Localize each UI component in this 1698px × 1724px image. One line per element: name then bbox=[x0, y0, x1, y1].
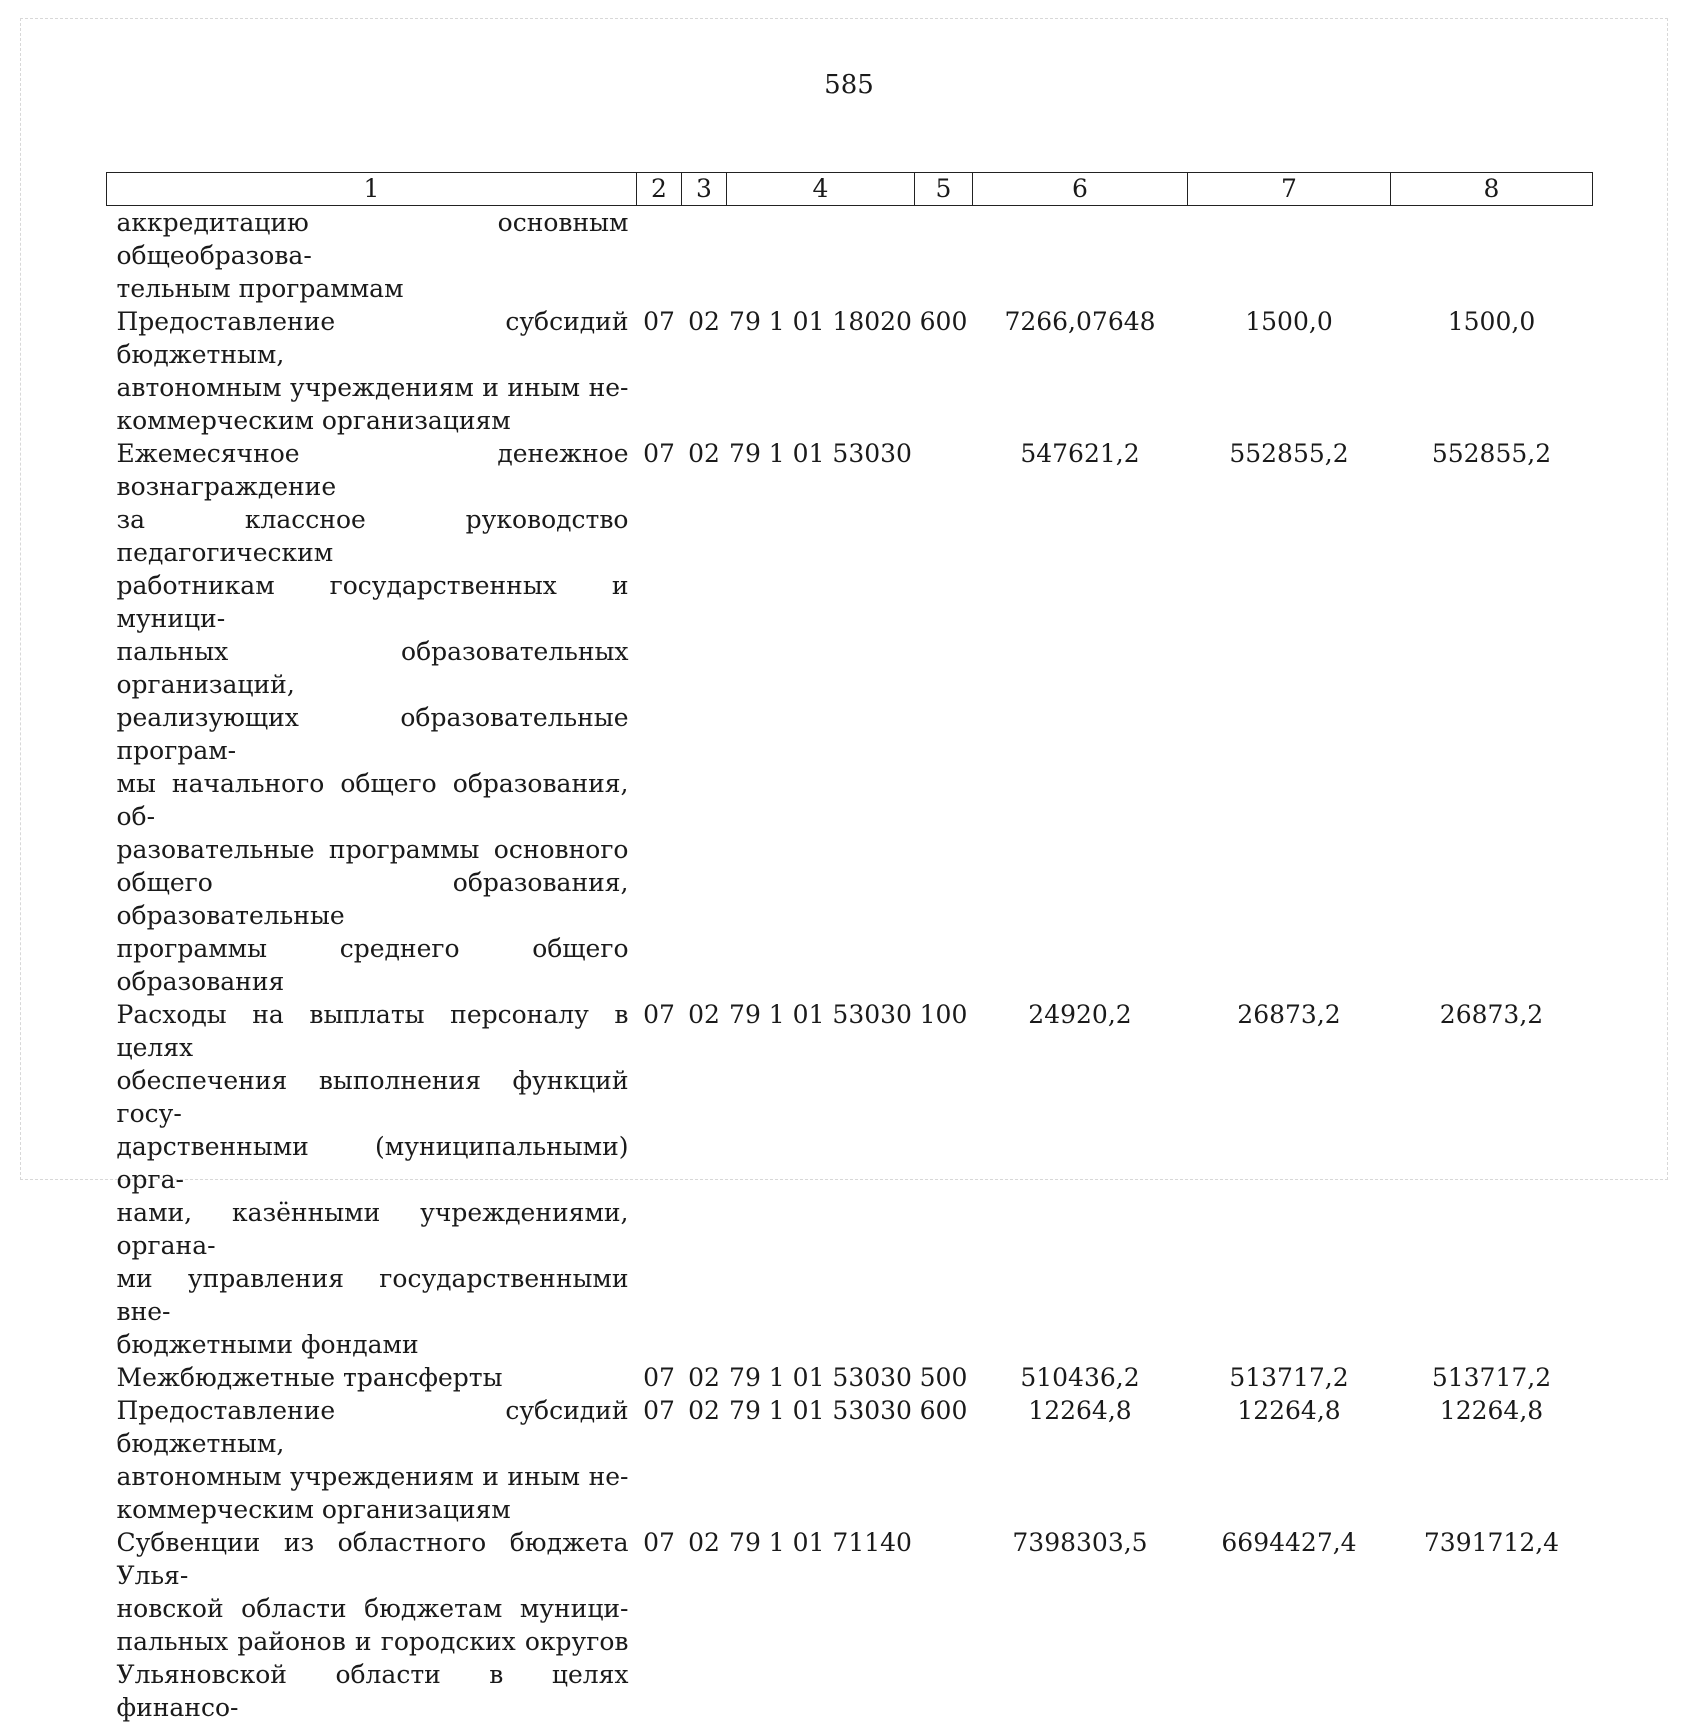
description-line: реализующих образовательные програм- bbox=[117, 701, 629, 767]
cell-amount-2: 513717,2 bbox=[1188, 1361, 1391, 1394]
description-line: коммерческим организациям bbox=[117, 404, 629, 437]
description-line: бюджетными фондами bbox=[117, 1328, 629, 1361]
description-line: автономным учреждениям и иным не- bbox=[117, 371, 629, 404]
header-col-1: 1 bbox=[107, 173, 637, 206]
cell-expense-type bbox=[915, 437, 973, 998]
cell-amount-2 bbox=[1188, 206, 1391, 306]
cell-expense-type bbox=[915, 206, 973, 306]
page-number: 585 bbox=[0, 70, 1698, 100]
cell-amount-3: 513717,2 bbox=[1391, 1361, 1593, 1394]
description-line: Субвенции из областного бюджета Улья- bbox=[117, 1526, 629, 1592]
description-line: Расходы на выплаты персоналу в целях bbox=[117, 998, 629, 1064]
cell-subsection: 02 bbox=[682, 998, 727, 1361]
cell-expense-type bbox=[915, 1526, 973, 1724]
table-header bbox=[107, 173, 1593, 206]
cell-target-article: 79 1 01 53030 bbox=[727, 998, 915, 1361]
cell-amount-2: 1500,0 bbox=[1188, 305, 1391, 437]
cell-subsection: 02 bbox=[682, 1361, 727, 1394]
cell-amount-2: 26873,2 bbox=[1188, 998, 1391, 1361]
cell-subsection: 02 bbox=[682, 305, 727, 437]
cell-amount-1: 7266,07648 bbox=[973, 305, 1188, 437]
cell-section bbox=[637, 206, 682, 306]
cell-amount-1: 7398303,5 bbox=[973, 1526, 1188, 1724]
cell-expense-type: 600 bbox=[915, 305, 973, 437]
header-col-8: 8 bbox=[1391, 173, 1593, 206]
row-description bbox=[107, 437, 637, 998]
cell-expense-type: 500 bbox=[915, 1361, 973, 1394]
cell-section: 07 bbox=[637, 1394, 682, 1526]
description-line: Межбюджетные трансферты bbox=[117, 1361, 629, 1394]
description-line: за классное руководство педагогическим bbox=[117, 503, 629, 569]
cell-expense-type: 600 bbox=[915, 1394, 973, 1526]
description-line: программы среднего общего образования bbox=[117, 932, 629, 998]
table-row bbox=[107, 1394, 1593, 1526]
cell-subsection: 02 bbox=[682, 437, 727, 998]
header-col-6: 6 bbox=[973, 173, 1188, 206]
cell-section: 07 bbox=[637, 998, 682, 1361]
table-row bbox=[107, 1526, 1593, 1724]
cell-section: 07 bbox=[637, 305, 682, 437]
cell-amount-3: 7391712,4 bbox=[1391, 1526, 1593, 1724]
description-line: общего образования, образовательные bbox=[117, 866, 629, 932]
header-col-7: 7 bbox=[1188, 173, 1391, 206]
cell-section: 07 bbox=[637, 437, 682, 998]
cell-amount-1: 510436,2 bbox=[973, 1361, 1188, 1394]
cell-amount-1 bbox=[973, 206, 1188, 306]
cell-subsection bbox=[682, 206, 727, 306]
cell-target-article: 79 1 01 53030 bbox=[727, 1394, 915, 1526]
description-line: Предоставление субсидий бюджетным, bbox=[117, 305, 629, 371]
cell-section: 07 bbox=[637, 1526, 682, 1724]
cell-subsection: 02 bbox=[682, 1526, 727, 1724]
row-description bbox=[107, 305, 637, 437]
cell-amount-1: 12264,8 bbox=[973, 1394, 1188, 1526]
cell-amount-2: 6694427,4 bbox=[1188, 1526, 1391, 1724]
description-line: нами, казёнными учреждениями, органа- bbox=[117, 1196, 629, 1262]
table-body bbox=[107, 206, 1593, 1724]
description-line: пальных районов и городских округов bbox=[117, 1625, 629, 1658]
cell-amount-2: 552855,2 bbox=[1188, 437, 1391, 998]
header-col-5: 5 bbox=[915, 173, 973, 206]
row-description bbox=[107, 1394, 637, 1526]
table-row bbox=[107, 1361, 1593, 1394]
table-row bbox=[107, 305, 1593, 437]
header-col-3: 3 bbox=[682, 173, 727, 206]
description-line: разовательные программы основного bbox=[117, 833, 629, 866]
description-line: аккредитацию основным общеобразова- bbox=[117, 206, 629, 272]
cell-target-article: 79 1 01 53030 bbox=[727, 437, 915, 998]
cell-target-article bbox=[727, 206, 915, 306]
description-line: пальных образовательных организаций, bbox=[117, 635, 629, 701]
row-description bbox=[107, 998, 637, 1361]
description-line: автономным учреждениям и иным не- bbox=[117, 1460, 629, 1493]
cell-amount-2: 12264,8 bbox=[1188, 1394, 1391, 1526]
description-line: работникам государственных и муници- bbox=[117, 569, 629, 635]
header-col-4: 4 bbox=[727, 173, 915, 206]
cell-amount-1: 24920,2 bbox=[973, 998, 1188, 1361]
cell-target-article: 79 1 01 53030 bbox=[727, 1361, 915, 1394]
row-description bbox=[107, 1526, 637, 1724]
description-line: мы начального общего образования, об- bbox=[117, 767, 629, 833]
row-description bbox=[107, 1361, 637, 1394]
row-description bbox=[107, 206, 637, 306]
header-col-2: 2 bbox=[637, 173, 682, 206]
cell-subsection: 02 bbox=[682, 1394, 727, 1526]
budget-table bbox=[106, 172, 1593, 1724]
description-line: ми управления государственными вне- bbox=[117, 1262, 629, 1328]
description-line: Ульяновской области в целях финансо- bbox=[117, 1658, 629, 1724]
description-line: Предоставление субсидий бюджетным, bbox=[117, 1394, 629, 1460]
header-row bbox=[107, 173, 1593, 206]
description-line: тельным программам bbox=[117, 272, 629, 305]
cell-amount-3 bbox=[1391, 206, 1593, 306]
cell-target-article: 79 1 01 18020 bbox=[727, 305, 915, 437]
description-line: дарственными (муниципальными) орга- bbox=[117, 1130, 629, 1196]
cell-amount-1: 547621,2 bbox=[973, 437, 1188, 998]
cell-amount-3: 12264,8 bbox=[1391, 1394, 1593, 1526]
description-line: коммерческим организациям bbox=[117, 1493, 629, 1526]
cell-amount-3: 552855,2 bbox=[1391, 437, 1593, 998]
table-row bbox=[107, 437, 1593, 998]
cell-amount-3: 1500,0 bbox=[1391, 305, 1593, 437]
cell-amount-3: 26873,2 bbox=[1391, 998, 1593, 1361]
cell-target-article: 79 1 01 71140 bbox=[727, 1526, 915, 1724]
cell-section: 07 bbox=[637, 1361, 682, 1394]
table-row bbox=[107, 206, 1593, 306]
table-row bbox=[107, 998, 1593, 1361]
description-line: Ежемесячное денежное вознаграждение bbox=[117, 437, 629, 503]
description-line: новской области бюджетам муници- bbox=[117, 1592, 629, 1625]
cell-expense-type: 100 bbox=[915, 998, 973, 1361]
description-line: обеспечения выполнения функций госу- bbox=[117, 1064, 629, 1130]
